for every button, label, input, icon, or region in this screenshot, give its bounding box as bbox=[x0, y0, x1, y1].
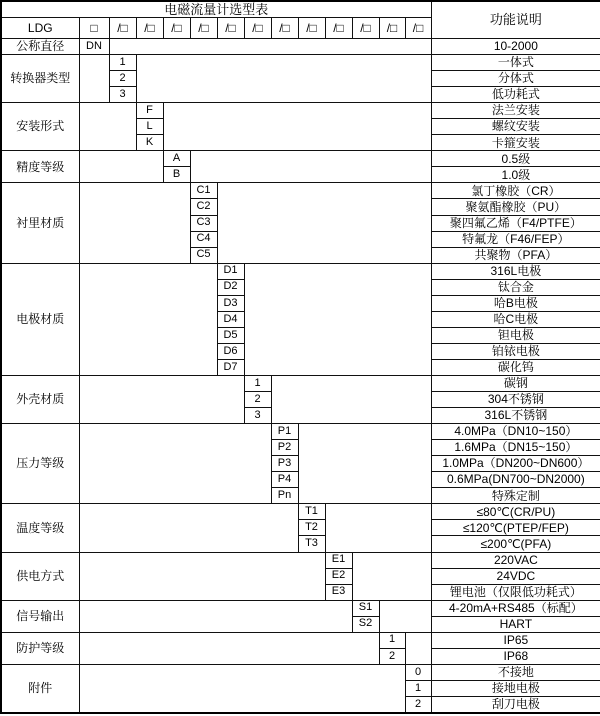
code-cell: E1 bbox=[325, 552, 352, 568]
category-cell: 精度等级 bbox=[1, 151, 79, 183]
right-filler-cell bbox=[136, 55, 431, 103]
left-filler-cell bbox=[79, 183, 190, 263]
function-cell: 碳钢 bbox=[431, 375, 600, 391]
option-row bbox=[1, 632, 600, 648]
left-filler-cell bbox=[79, 504, 298, 552]
function-cell: IP68 bbox=[431, 648, 600, 664]
function-cell: 卡箍安装 bbox=[431, 135, 600, 151]
option-row bbox=[1, 552, 600, 568]
right-filler-cell bbox=[405, 632, 431, 664]
code-cell: C5 bbox=[190, 247, 217, 263]
code-cell: D1 bbox=[217, 263, 244, 279]
code-cell: D4 bbox=[217, 311, 244, 327]
code-cell: Pn bbox=[271, 488, 298, 504]
function-cell: 特氟龙（F46/FEP） bbox=[431, 231, 600, 247]
code-cell: 1 bbox=[244, 375, 271, 391]
function-cell: 共聚物（PFA） bbox=[431, 247, 600, 263]
model-slot-cell: /□ bbox=[271, 18, 298, 39]
function-cell: 聚四氟乙烯（F4/PTFE） bbox=[431, 215, 600, 231]
left-filler-cell bbox=[79, 552, 325, 600]
code-cell: DN bbox=[79, 39, 109, 55]
function-cell: 铂铱电极 bbox=[431, 343, 600, 359]
function-cell: 聚氨酯橡胶（PU） bbox=[431, 199, 600, 215]
model-slot-cell: /□ bbox=[379, 18, 405, 39]
title-row bbox=[1, 1, 600, 18]
function-header: 功能说明 bbox=[431, 1, 600, 39]
function-cell: 316L不锈钢 bbox=[431, 408, 600, 424]
function-cell: 1.0MPa（DN200~DN600） bbox=[431, 456, 600, 472]
code-cell: D2 bbox=[217, 279, 244, 295]
function-cell: 不接地 bbox=[431, 664, 600, 680]
function-cell: 螺纹安装 bbox=[431, 119, 600, 135]
code-cell: 0 bbox=[405, 664, 431, 680]
function-cell: 一体式 bbox=[431, 55, 600, 71]
function-cell: 1.0级 bbox=[431, 167, 600, 183]
option-row bbox=[1, 375, 600, 391]
code-cell: C3 bbox=[190, 215, 217, 231]
left-filler-cell bbox=[79, 424, 271, 504]
code-cell: E2 bbox=[325, 568, 352, 584]
code-cell: T2 bbox=[298, 520, 325, 536]
function-cell: 接地电极 bbox=[431, 680, 600, 696]
option-row bbox=[1, 183, 600, 199]
right-filler-cell bbox=[109, 39, 431, 55]
option-row bbox=[1, 39, 600, 55]
option-row bbox=[1, 664, 600, 680]
code-cell: 2 bbox=[405, 696, 431, 713]
category-cell: 衬里材质 bbox=[1, 183, 79, 263]
code-cell: L bbox=[136, 119, 163, 135]
model-slot-cell: /□ bbox=[244, 18, 271, 39]
function-cell: ≤200℃(PFA) bbox=[431, 536, 600, 552]
code-cell: E3 bbox=[325, 584, 352, 600]
code-cell: 1 bbox=[109, 55, 136, 71]
category-cell: 安装形式 bbox=[1, 103, 79, 151]
code-cell: A bbox=[163, 151, 190, 167]
category-cell: 防护等级 bbox=[1, 632, 79, 664]
category-cell: 温度等级 bbox=[1, 504, 79, 552]
code-cell: F bbox=[136, 103, 163, 119]
option-row bbox=[1, 103, 600, 119]
function-cell: 0.6MPa(DN700~DN2000) bbox=[431, 472, 600, 488]
category-cell: 信号输出 bbox=[1, 600, 79, 632]
function-cell: 钽电极 bbox=[431, 327, 600, 343]
right-filler-cell bbox=[325, 504, 431, 552]
function-cell: 锂电池（仅限低功耗式） bbox=[431, 584, 600, 600]
code-cell: 1 bbox=[405, 680, 431, 696]
model-slot-cell: /□ bbox=[352, 18, 379, 39]
function-cell: 哈C电极 bbox=[431, 311, 600, 327]
left-filler-cell bbox=[79, 103, 136, 151]
left-filler-cell bbox=[79, 664, 405, 713]
code-cell: D6 bbox=[217, 343, 244, 359]
left-filler-cell bbox=[79, 375, 244, 423]
category-cell: 转换器类型 bbox=[1, 55, 79, 103]
left-filler-cell bbox=[79, 632, 379, 664]
code-cell: P4 bbox=[271, 472, 298, 488]
code-cell: C4 bbox=[190, 231, 217, 247]
left-filler-cell bbox=[79, 263, 217, 375]
function-cell: 4-20mA+RS485（标配） bbox=[431, 600, 600, 616]
code-cell: T3 bbox=[298, 536, 325, 552]
function-cell: 特殊定制 bbox=[431, 488, 600, 504]
function-cell: 分体式 bbox=[431, 71, 600, 87]
function-cell: HART bbox=[431, 616, 600, 632]
code-cell: P1 bbox=[271, 424, 298, 440]
category-cell: 压力等级 bbox=[1, 424, 79, 504]
code-cell: 3 bbox=[109, 87, 136, 103]
function-cell: 低功耗式 bbox=[431, 87, 600, 103]
right-filler-cell bbox=[379, 600, 431, 632]
right-filler-cell bbox=[271, 375, 431, 423]
model-prefix-cell: LDG bbox=[1, 18, 79, 39]
model-slot-cell: /□ bbox=[405, 18, 431, 39]
category-cell: 外壳材质 bbox=[1, 375, 79, 423]
option-row bbox=[1, 600, 600, 616]
right-filler-cell bbox=[163, 103, 431, 151]
code-cell: 1 bbox=[379, 632, 405, 648]
code-cell: D5 bbox=[217, 327, 244, 343]
code-cell: 2 bbox=[244, 392, 271, 408]
left-filler-cell bbox=[79, 600, 352, 632]
left-filler-cell bbox=[79, 151, 163, 183]
option-row bbox=[1, 55, 600, 71]
code-cell: D3 bbox=[217, 295, 244, 311]
code-cell: S2 bbox=[352, 616, 379, 632]
function-cell: 氯丁橡胶（CR） bbox=[431, 183, 600, 199]
model-slot-cell: /□ bbox=[136, 18, 163, 39]
option-row bbox=[1, 424, 600, 440]
function-cell: 10-2000 bbox=[431, 39, 600, 55]
model-slot-cell: /□ bbox=[217, 18, 244, 39]
function-cell: 钛合金 bbox=[431, 279, 600, 295]
function-cell: ≤80℃(CR/PU) bbox=[431, 504, 600, 520]
function-cell: 220VAC bbox=[431, 552, 600, 568]
right-filler-cell bbox=[190, 151, 431, 183]
category-cell: 电极材质 bbox=[1, 263, 79, 375]
left-filler-cell bbox=[79, 55, 109, 103]
right-filler-cell bbox=[352, 552, 431, 600]
function-cell: 24VDC bbox=[431, 568, 600, 584]
table-title: 电磁流量计选型表 bbox=[1, 1, 431, 18]
function-cell: 304不锈钢 bbox=[431, 392, 600, 408]
code-cell: T1 bbox=[298, 504, 325, 520]
option-row bbox=[1, 504, 600, 520]
right-filler-cell bbox=[244, 263, 431, 375]
model-slot-cell: /□ bbox=[325, 18, 352, 39]
function-cell: 4.0MPa（DN10~150） bbox=[431, 424, 600, 440]
category-cell: 附件 bbox=[1, 664, 79, 713]
function-cell: 316L电极 bbox=[431, 263, 600, 279]
function-cell: IP65 bbox=[431, 632, 600, 648]
code-cell: B bbox=[163, 167, 190, 183]
option-row bbox=[1, 263, 600, 279]
category-cell: 公称直径 bbox=[1, 39, 79, 55]
function-cell: 碳化钨 bbox=[431, 359, 600, 375]
model-slot-cell: /□ bbox=[163, 18, 190, 39]
function-cell: 哈B电极 bbox=[431, 295, 600, 311]
code-cell: 2 bbox=[109, 71, 136, 87]
code-cell: C1 bbox=[190, 183, 217, 199]
model-slot-cell: /□ bbox=[190, 18, 217, 39]
code-cell: P2 bbox=[271, 440, 298, 456]
function-cell: 1.6MPa（DN15~150） bbox=[431, 440, 600, 456]
category-cell: 供电方式 bbox=[1, 552, 79, 600]
code-cell: P3 bbox=[271, 456, 298, 472]
right-filler-cell bbox=[298, 424, 431, 504]
code-cell: 2 bbox=[379, 648, 405, 664]
model-slot-cell: /□ bbox=[298, 18, 325, 39]
function-cell: ≤120℃(PTEP/FEP) bbox=[431, 520, 600, 536]
option-row bbox=[1, 151, 600, 167]
code-cell: D7 bbox=[217, 359, 244, 375]
function-cell: 刮刀电极 bbox=[431, 696, 600, 713]
model-box-cell: □ bbox=[79, 18, 109, 39]
code-cell: S1 bbox=[352, 600, 379, 616]
code-cell: C2 bbox=[190, 199, 217, 215]
code-cell: K bbox=[136, 135, 163, 151]
right-filler-cell bbox=[217, 183, 431, 263]
function-cell: 0.5级 bbox=[431, 151, 600, 167]
code-cell: 3 bbox=[244, 408, 271, 424]
model-slot-cell: /□ bbox=[109, 18, 136, 39]
function-cell: 法兰安装 bbox=[431, 103, 600, 119]
